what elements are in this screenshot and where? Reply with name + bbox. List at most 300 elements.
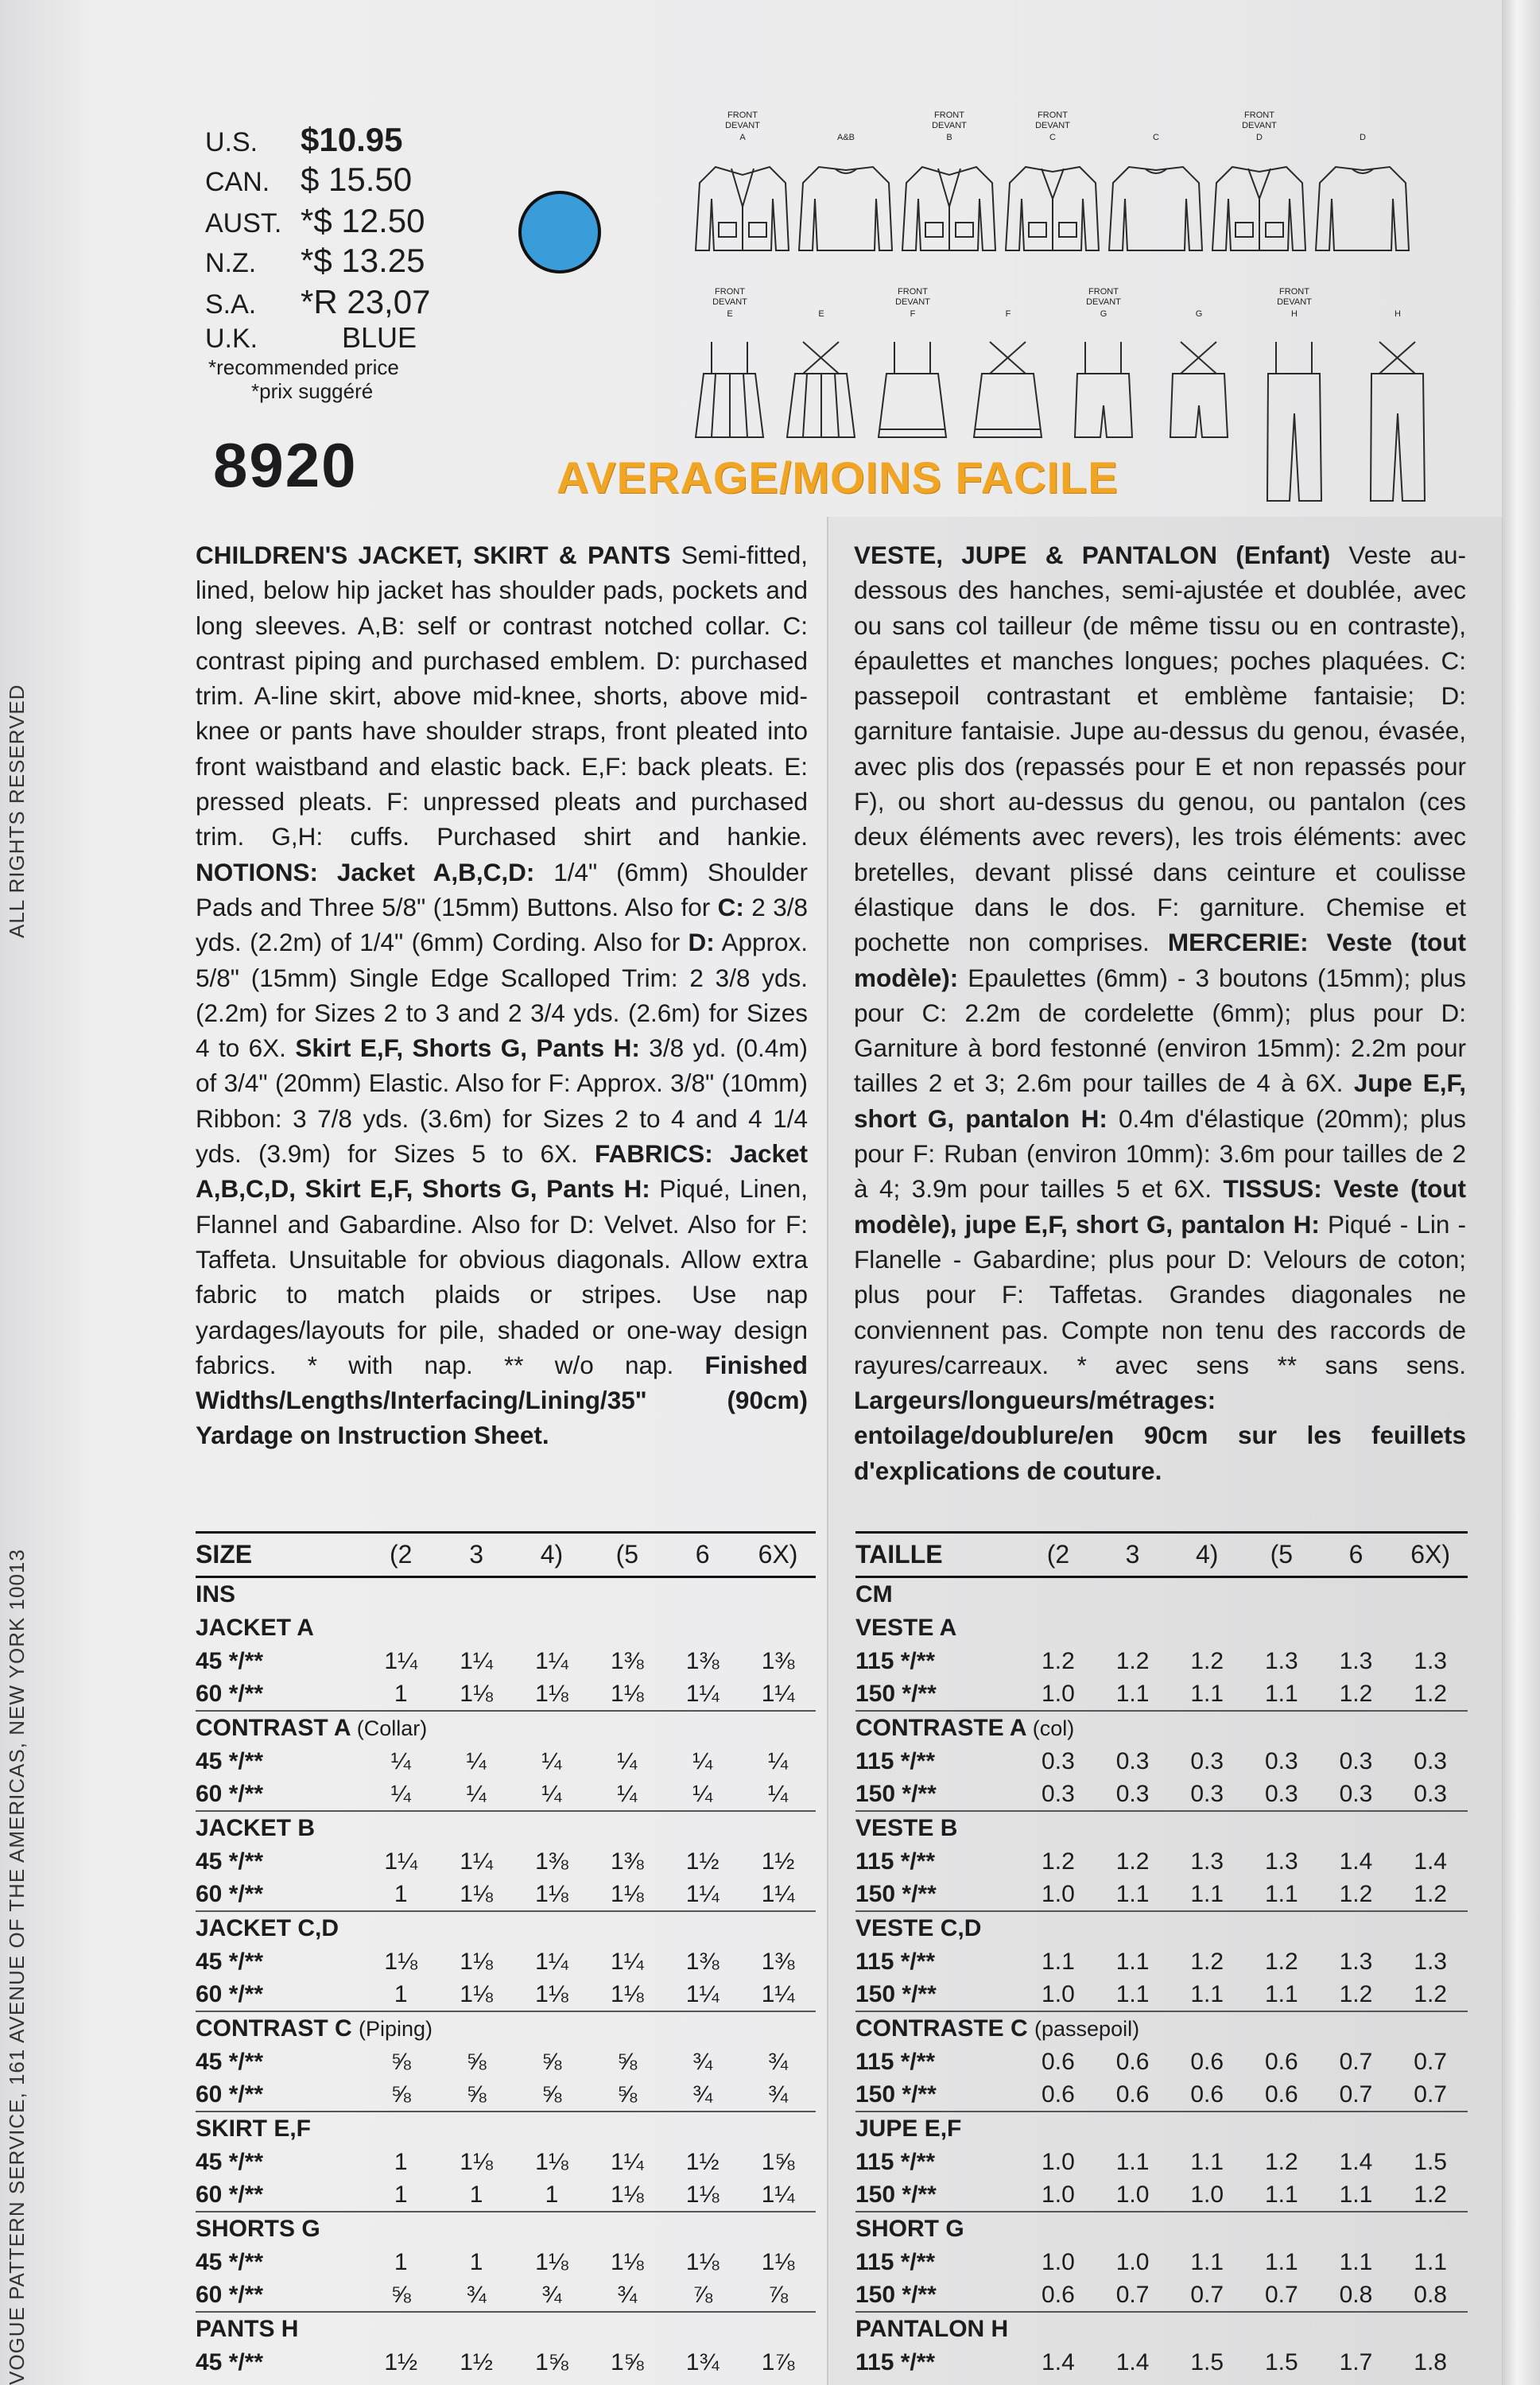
yardage-value: 1¼ bbox=[665, 1677, 740, 1711]
jupe-heading: Jupe E,F, short G, pantalon H: bbox=[854, 1068, 1466, 1133]
price-value: *$ 12.50 bbox=[301, 202, 425, 239]
group-title-row bbox=[855, 1811, 1468, 1845]
width-label: 115 */** bbox=[855, 1747, 936, 1774]
table-row bbox=[855, 1745, 1468, 1778]
front-label: FRONT bbox=[1038, 111, 1068, 120]
group-title bbox=[855, 2212, 1468, 2246]
yardage-value: 1¼ bbox=[460, 1848, 493, 1875]
description-english bbox=[196, 537, 808, 1453]
group-title bbox=[855, 2011, 1468, 2046]
yardage-value: 1.2 bbox=[1319, 1878, 1394, 1911]
yardage-value: 1.7 bbox=[1339, 2348, 1373, 2375]
yardage-value: 1⅛ bbox=[384, 1948, 418, 1975]
price-row bbox=[205, 242, 425, 280]
width-label: 150 */** bbox=[855, 1878, 1021, 1911]
size-column-header: (2 bbox=[1021, 1533, 1096, 1577]
yardage-value: 1 bbox=[439, 2178, 514, 2212]
yardage-value: 1.2 bbox=[1393, 1677, 1468, 1711]
yardage-value: 1.4 bbox=[1042, 2348, 1075, 2375]
yardage-value: 1.0 bbox=[1021, 1878, 1096, 1911]
yardage-value: 1.8 bbox=[1414, 2348, 1447, 2375]
skirt-f-back-sketch bbox=[974, 342, 1042, 437]
yardage-value: 1⅜ bbox=[685, 1647, 720, 1674]
yardage-value: 1.1 bbox=[1115, 1948, 1150, 1975]
yardage-value: ¼ bbox=[466, 1747, 487, 1774]
yardage-value: ⅝ bbox=[514, 2078, 590, 2112]
size-column-header: (5 bbox=[1244, 1533, 1319, 1577]
yardage-value: 1.3 bbox=[1190, 1848, 1224, 1875]
size-column-header: 3 bbox=[1096, 1533, 1170, 1577]
yardage-value: 1⅜ bbox=[535, 1848, 568, 1875]
group-title bbox=[196, 1611, 816, 1645]
width-label: 45 */** bbox=[196, 1948, 264, 1975]
yardage-value: 1.0 bbox=[1021, 2178, 1096, 2212]
table-row bbox=[855, 2178, 1468, 2212]
width-label: 115 */** bbox=[855, 2148, 936, 2175]
yardage-value: 0.3 bbox=[1190, 1747, 1224, 1774]
tissus-heading: TISSUS: Veste (tout modèle), jupe E,F, short G, pantalon H: bbox=[854, 1174, 1466, 1239]
yardage-value: 1½ bbox=[384, 2348, 418, 2375]
yardage-value: 1 bbox=[469, 2248, 483, 2275]
group-name: JUPE E,F bbox=[855, 2115, 962, 2142]
yardage-value: ⅝ bbox=[390, 2048, 411, 2075]
yardage-value: ⅝ bbox=[363, 2078, 439, 2112]
table-row bbox=[196, 2046, 816, 2078]
price-region: S.A. bbox=[205, 289, 257, 320]
price-note-en: *recommended price bbox=[208, 355, 399, 379]
table-row bbox=[196, 1878, 816, 1911]
width-label: 150 */** bbox=[855, 1978, 1021, 2011]
yardage-value: ⅝ bbox=[466, 2048, 487, 2075]
yardage-value: 1½ bbox=[460, 2348, 493, 2375]
yardage-value: 1⅛ bbox=[460, 2148, 493, 2175]
skirt-f-front-sketch bbox=[879, 342, 946, 437]
group-title bbox=[196, 2312, 816, 2346]
yardage-value: 1¼ bbox=[384, 1647, 418, 1674]
yardage-value: 1½ bbox=[761, 1848, 795, 1875]
size-column-header: 6 bbox=[1319, 1533, 1394, 1577]
width-label: 115 */** bbox=[855, 2048, 936, 2075]
yardage-value: 1⅜ bbox=[610, 1647, 644, 1674]
width-label: 115 */** bbox=[855, 1647, 936, 1674]
price-value: $10.95 bbox=[301, 121, 403, 158]
size-column-header: 6 bbox=[665, 1533, 740, 1577]
group-subtitle: (passepoil) bbox=[1034, 2017, 1140, 2041]
yardage-value: 0.3 bbox=[1170, 1778, 1244, 1811]
view-letter: D bbox=[1256, 133, 1263, 142]
yardage-value: 1⅛ bbox=[439, 1677, 514, 1711]
yardage-value: 0.6 bbox=[1264, 2048, 1298, 2075]
yardage-value: 1.2 bbox=[1393, 2178, 1468, 2212]
pants-h-front-sketch bbox=[1267, 342, 1321, 501]
group-title-row bbox=[855, 1911, 1468, 1945]
width-label: 45 */** bbox=[196, 2148, 264, 2175]
yardage-value: ⅝ bbox=[589, 2078, 665, 2112]
yardage-value: 0.6 bbox=[1115, 2048, 1150, 2075]
pants-h-back-sketch bbox=[1371, 342, 1425, 501]
yardage-value: ⅞ bbox=[665, 2278, 740, 2312]
yardage-value: 1 bbox=[363, 2178, 439, 2212]
group-name: VESTE A bbox=[855, 1615, 957, 1641]
table-row bbox=[196, 1945, 816, 1978]
yardage-value: 1.1 bbox=[1115, 2148, 1150, 2175]
size-column-header: (2 bbox=[363, 1533, 439, 1577]
desc-body: Epaulettes (6mm) - 3 boutons (15mm); plus pour C: 2.2m de cordelette (6mm); plus pour D: Garniture à bord festonné (environ 15mm): 2.2m pour tailles 2 et 3; 2.6m pour tailles de 4 à 6X. bbox=[854, 963, 1466, 1098]
yardage-value: 1.0 bbox=[1042, 2148, 1075, 2175]
yardage-value: 1.2 bbox=[1042, 1647, 1075, 1674]
size-header: TAILLE bbox=[855, 1533, 1021, 1577]
yardage-value: 0.3 bbox=[1339, 1747, 1373, 1774]
color-code-dot bbox=[518, 191, 601, 273]
yardage-value: 1¼ bbox=[610, 2148, 644, 2175]
shorts-g-front-sketch bbox=[1075, 342, 1132, 437]
yardage-value: 1.1 bbox=[1414, 2248, 1447, 2275]
yardage-value: 1⅛ bbox=[589, 2178, 665, 2212]
yardage-value: 0.3 bbox=[1414, 1747, 1447, 1774]
yardage-value: ¼ bbox=[692, 1747, 713, 1774]
group-name: PANTS H bbox=[196, 2316, 299, 2342]
group-title-row bbox=[196, 1911, 816, 1945]
yardage-value: 1.1 bbox=[1244, 1878, 1319, 1911]
yardage-value: 1.4 bbox=[1339, 2148, 1373, 2175]
yardage-value: 1⅛ bbox=[589, 1677, 665, 1711]
price-region: N.Z. bbox=[205, 248, 257, 278]
table-row bbox=[196, 1745, 816, 1778]
yardage-value: ⅝ bbox=[363, 2278, 439, 2312]
group-name: VESTE B bbox=[855, 1815, 958, 1841]
group-title-row bbox=[855, 2011, 1468, 2046]
table-row bbox=[855, 1778, 1468, 1811]
width-label: 150 */** bbox=[855, 2178, 1021, 2212]
size-column-header: 3 bbox=[439, 1533, 514, 1577]
yardage-value: ¾ bbox=[589, 2278, 665, 2312]
yardage-value: 1½ bbox=[685, 2148, 720, 2175]
yardage-value: ¼ bbox=[589, 1778, 665, 1811]
yardage-value: 1.3 bbox=[1264, 1848, 1298, 1875]
front-label: DEVANT bbox=[1035, 121, 1070, 130]
yardage-value: 1.1 bbox=[1170, 1878, 1244, 1911]
yardage-value: 0.3 bbox=[1264, 1747, 1298, 1774]
table-row bbox=[196, 1778, 816, 1811]
width-label: 150 */** bbox=[855, 2278, 1021, 2312]
table-row bbox=[196, 2146, 816, 2178]
group-title bbox=[196, 2212, 816, 2246]
yardage-value: ¾ bbox=[665, 2078, 740, 2112]
yardage-value: ¼ bbox=[768, 1747, 789, 1774]
width-label: 115 */** bbox=[855, 1848, 936, 1875]
price-row bbox=[205, 202, 425, 240]
jacket-d-back-sketch bbox=[1316, 167, 1409, 250]
shorts-g-back-sketch bbox=[1170, 342, 1228, 437]
difficulty-label: AVERAGE/MOINS FACILE bbox=[557, 452, 1119, 502]
desc-body: Semi-fitted, lined, below hip jacket has shoulder pads, pockets and long sleeves. A,B: self or contrast notched collar. C: contrast piping and purchased emblem. D: purchased trim. A-line skirt, above mid-knee, shorts, above mid-knee or pants have shoulder straps, front pleated into front waistband and elastic back. E,F: back pleats. E: pressed pleats. F: unpressed pleats and purchased trim. G,H: cuffs. Purchased shirt and hankie. bbox=[196, 541, 808, 851]
front-label: DEVANT bbox=[1242, 121, 1277, 130]
yardage-value: ¾ bbox=[740, 2078, 816, 2112]
view-letter: C bbox=[1153, 133, 1159, 142]
yardage-value: 1⅛ bbox=[685, 2248, 720, 2275]
width-label: 60 */** bbox=[196, 1978, 363, 2011]
notions-heading: NOTIONS: Jacket A,B,C,D: bbox=[196, 857, 535, 886]
view-letter: D bbox=[1360, 133, 1366, 142]
table-row bbox=[855, 1845, 1468, 1878]
width-label: 150 */** bbox=[855, 2078, 1021, 2112]
yardage-value: 1.2 bbox=[1190, 1948, 1224, 1975]
price-region: CAN. bbox=[205, 167, 270, 197]
yardage-value: 0.6 bbox=[1021, 2078, 1096, 2112]
yardage-value: 1¼ bbox=[740, 1978, 816, 2011]
yardage-value: 1.1 bbox=[1264, 2248, 1298, 2275]
group-title-row bbox=[196, 1611, 816, 1645]
yardage-value: 1¼ bbox=[535, 1948, 568, 1975]
yardage-value: ¼ bbox=[514, 1778, 590, 1811]
price-row bbox=[205, 121, 402, 159]
yardage-value: 0.7 bbox=[1393, 2078, 1468, 2112]
table-row bbox=[855, 2078, 1468, 2112]
width-label: 45 */** bbox=[196, 1647, 264, 1674]
yardage-value: 1.5 bbox=[1264, 2348, 1298, 2375]
unit-label: INS bbox=[196, 1581, 236, 1607]
yardage-value: 1¼ bbox=[665, 1878, 740, 1911]
yardage-value: 1⅛ bbox=[439, 1978, 514, 2011]
front-label: DEVANT bbox=[1277, 297, 1312, 307]
closing-heading: Finished Widths/Lengths/Interfacing/Lining/35" (90cm) Yardage on Instruction Sheet. bbox=[196, 1350, 808, 1450]
group-title-row bbox=[196, 2312, 816, 2346]
yardage-value: 1.1 bbox=[1190, 2148, 1224, 2175]
front-label: DEVANT bbox=[1086, 297, 1121, 307]
yardage-value: 1.3 bbox=[1264, 1647, 1298, 1674]
price-region: U.S. bbox=[205, 127, 258, 157]
table-row bbox=[855, 2246, 1468, 2278]
yardage-value: 1.2 bbox=[1264, 1948, 1298, 1975]
yardage-value: ¼ bbox=[541, 1747, 562, 1774]
jacket-c-back-sketch bbox=[1109, 167, 1202, 250]
yardage-value: 1⅜ bbox=[761, 1647, 795, 1674]
yardage-value: 1¾ bbox=[685, 2348, 720, 2375]
view-letter: E bbox=[818, 309, 824, 319]
desc-body: Piqué, Linen, Flannel and Gabardine. Also for D: Velvet. Also for F: Taffeta. Unsuitable for obvious diagonals. Allow extra fabric to match plaids or stripes. Use nap yardages/layouts for pile, shaded or one-way design fabrics. * with nap. ** w/o nap. bbox=[196, 1174, 808, 1379]
yardage-value: ¼ bbox=[617, 1747, 638, 1774]
yardage-value: 1.0 bbox=[1021, 1978, 1096, 2011]
view-letter: F bbox=[910, 309, 916, 319]
yardage-value: 1¼ bbox=[740, 1878, 816, 1911]
rights-notice: ALL RIGHTS RESERVED bbox=[5, 684, 29, 938]
skirt-e-front-sketch bbox=[696, 342, 763, 437]
yardage-value: 0.6 bbox=[1244, 2078, 1319, 2112]
group-title bbox=[855, 2112, 1468, 2146]
yardage-value: 1⅛ bbox=[665, 2178, 740, 2212]
yardage-value: 1.0 bbox=[1170, 2178, 1244, 2212]
view-letter: C bbox=[1049, 133, 1056, 142]
yardage-value: 0.8 bbox=[1319, 2278, 1394, 2312]
table-row bbox=[196, 2278, 816, 2312]
yardage-value: 1.3 bbox=[1414, 1948, 1447, 1975]
view-letter: H bbox=[1291, 309, 1298, 319]
yardage-value: 1.2 bbox=[1319, 1978, 1394, 2011]
table-header-row bbox=[855, 1533, 1468, 1577]
yardage-value: 1⅜ bbox=[685, 1948, 720, 1975]
desc-title: CHILDREN'S JACKET, SKIRT & PANTS bbox=[196, 541, 671, 569]
group-name: JACKET A bbox=[196, 1615, 314, 1641]
group-title bbox=[855, 2312, 1468, 2346]
table-row bbox=[196, 2346, 816, 2379]
group-subtitle: (col) bbox=[1032, 1716, 1075, 1740]
front-label: FRONT bbox=[1244, 111, 1274, 120]
yardage-value: ⅝ bbox=[541, 2048, 562, 2075]
yardage-value: ⅝ bbox=[439, 2078, 514, 2112]
price-value: *R 23,07 bbox=[301, 283, 431, 320]
price-region: AUST. bbox=[205, 208, 282, 238]
table-row bbox=[196, 2178, 816, 2212]
yardage-value: 0.3 bbox=[1319, 1778, 1394, 1811]
width-label: 115 */** bbox=[855, 2248, 936, 2275]
yardage-value: 1 bbox=[394, 2248, 408, 2275]
size-header: SIZE bbox=[196, 1533, 363, 1577]
group-title bbox=[855, 1811, 1468, 1845]
desc-body: Piqué - Lin - Flanelle - Gabardine; plus pour D: Velours de coton; plus pour F: Taffetas. Grandes diagonales ne conviennent pas. Compte non tenu des raccords de rayures/carreaux. * avec sens ** sans sens. bbox=[854, 1209, 1466, 1379]
group-title-row bbox=[855, 2312, 1468, 2346]
group-name: VESTE C,D bbox=[855, 1915, 982, 1941]
group-name: CONTRASTE A bbox=[855, 1715, 1026, 1741]
front-label: FRONT bbox=[934, 111, 964, 120]
yardage-value: 1⅝ bbox=[761, 2148, 795, 2175]
yardage-value: 0.8 bbox=[1393, 2278, 1468, 2312]
width-label: 150 */** bbox=[855, 1677, 1021, 1711]
desc-body: 1/4" (6mm) Shoulder Pads and Three 5/8" (15mm) Buttons. Also for bbox=[196, 857, 808, 921]
table-row bbox=[855, 1945, 1468, 1978]
yardage-value: 1⅛ bbox=[514, 1978, 590, 2011]
yardage-value: 1.2 bbox=[1393, 1878, 1468, 1911]
price-row bbox=[205, 283, 430, 321]
yardage-value: 0.3 bbox=[1244, 1778, 1319, 1811]
yardage-value: 0.7 bbox=[1339, 2048, 1373, 2075]
table-row bbox=[855, 1978, 1468, 2011]
front-label: DEVANT bbox=[932, 121, 967, 130]
yardage-value: 1.5 bbox=[1414, 2148, 1447, 2175]
yardage-value: 1.4 bbox=[1115, 2348, 1150, 2375]
garment-sketches bbox=[676, 103, 1471, 517]
yardage-value: ⅞ bbox=[740, 2278, 816, 2312]
skirt-e-back-sketch bbox=[787, 342, 855, 437]
desc-body: Approx. 5/8" (15mm) Single Edge Scalloped Trim: 2 3/8 yds. (2.2m) for Sizes 2 to 3 and 2 3/4 yds. (2.6m) for Sizes 4 to 6X. bbox=[196, 928, 808, 1063]
group-title bbox=[196, 2112, 816, 2146]
front-label: FRONT bbox=[1088, 287, 1119, 297]
view-letter: H bbox=[1395, 309, 1401, 319]
jacket-a-front-sketch bbox=[696, 167, 789, 250]
yardage-value: 1.4 bbox=[1339, 1848, 1373, 1875]
size-column-header: (5 bbox=[589, 1533, 665, 1577]
yardage-value: 0.6 bbox=[1042, 2048, 1075, 2075]
table-row bbox=[196, 1677, 816, 1711]
yardage-table-french bbox=[855, 1531, 1468, 2379]
yardage-value: 1¼ bbox=[384, 1848, 418, 1875]
view-letter: E bbox=[727, 309, 733, 319]
group-title-row bbox=[196, 2011, 816, 2046]
table-row bbox=[855, 2346, 1468, 2379]
group-title bbox=[196, 1811, 816, 1845]
yardage-value: 1⅛ bbox=[589, 1978, 665, 2011]
width-label: 115 */** bbox=[855, 2348, 936, 2375]
yardage-value: 1.2 bbox=[1190, 1647, 1224, 1674]
unit-row bbox=[196, 1577, 816, 1612]
yardage-value: 1⅜ bbox=[761, 1948, 795, 1975]
price-note-fr: *prix suggéré bbox=[251, 379, 374, 403]
yardage-value: 0.6 bbox=[1190, 2048, 1224, 2075]
group-name: PANTALON H bbox=[855, 2316, 1009, 2342]
side-publisher-text bbox=[5, 0, 37, 2385]
yardage-value: ¼ bbox=[439, 1778, 514, 1811]
group-title-row bbox=[855, 2212, 1468, 2246]
closing-heading: Largeurs/longueurs/métrages: entoilage/doublure/en 90cm sur les feuillets d'explications de couture. bbox=[854, 1386, 1466, 1485]
yardage-table-english bbox=[196, 1531, 816, 2379]
table-row bbox=[855, 2046, 1468, 2078]
yardage-value: ¼ bbox=[390, 1747, 411, 1774]
yardage-value: ⅝ bbox=[617, 2048, 638, 2075]
yardage-value: 0.7 bbox=[1170, 2278, 1244, 2312]
yardage-value: 1¼ bbox=[610, 1948, 644, 1975]
width-label: 45 */** bbox=[196, 2248, 264, 2275]
yardage-value: ¾ bbox=[768, 2048, 789, 2075]
table-row bbox=[196, 1645, 816, 1677]
desc-body: 2 3/8 yds. (2.2m) of 1/4" (6mm) Cording. Also for bbox=[196, 892, 809, 957]
front-label: FRONT bbox=[1279, 287, 1309, 297]
yardage-value: 1.1 bbox=[1319, 2178, 1394, 2212]
yardage-value: 1.1 bbox=[1244, 2178, 1319, 2212]
yardage-value: 0.3 bbox=[1393, 1778, 1468, 1811]
desc-body: Veste au-dessous des hanches, semi-ajustée et doublée, avec ou sans col tailleur (de même tissu ou en contraste), épaulettes et manches longues; poches plaquées. C: passepoil contrastant et emblème fantaisie; D: garniture fantaisie. Jupe au-dessus du genou, évasée, avec plis dos (repassés pour E et non repassés pour F), ou short au-dessus du genou, ou pantalon (ces deux éléments avec revers), les trois éléments: avec bretelles, devant plissé dans ceinture et coulisse élastique dans le dos. F: garniture. Chemise et pochette non comprises. bbox=[854, 541, 1466, 957]
price-value: *$ 13.25 bbox=[301, 242, 425, 279]
yardage-value: 1⅛ bbox=[589, 1878, 665, 1911]
width-label: 150 */** bbox=[855, 1778, 1021, 1811]
group-title-row bbox=[196, 2212, 816, 2246]
group-name: SKIRT E,F bbox=[196, 2115, 312, 2142]
yardage-value: 1⅜ bbox=[610, 1848, 644, 1875]
yardage-value: 1.1 bbox=[1244, 1978, 1319, 2011]
yardage-value: 1.5 bbox=[1190, 2348, 1224, 2375]
group-title-row bbox=[196, 2112, 816, 2146]
table-row bbox=[196, 1978, 816, 2011]
yardage-value: 1⅛ bbox=[514, 1677, 590, 1711]
jacket-c-front-sketch bbox=[1006, 167, 1099, 250]
yardage-value: 0.6 bbox=[1021, 2278, 1096, 2312]
width-label: 60 */** bbox=[196, 1778, 363, 1811]
yardage-value: 1.2 bbox=[1115, 1848, 1150, 1875]
view-letter: A&B bbox=[836, 133, 855, 142]
desc-body: 3/8 yd. (0.4m) of 3/4" (20mm) Elastic. Also for F: Approx. 3/8" (10mm) Ribbon: 3 7/8 yds. (3.6m) for Sizes 2 to 4 and 4 1/4 yds. (3.9m) for Sizes 5 to 6X. bbox=[196, 1034, 808, 1169]
jacket-ab-back-sketch bbox=[799, 167, 892, 250]
publisher-address: VOGUE PATTERN SERVICE, 161 AVENUE OF THE AMERICAS, NEW YORK 10013 bbox=[5, 1549, 29, 2385]
yardage-value: 0.3 bbox=[1042, 1747, 1075, 1774]
yardage-value: 1¼ bbox=[460, 1647, 493, 1674]
yardage-value: 1⅛ bbox=[460, 1948, 493, 1975]
table-row bbox=[855, 2146, 1468, 2178]
width-label: 60 */** bbox=[196, 1677, 363, 1711]
group-name: CONTRASTE C bbox=[855, 2015, 1028, 2042]
front-label: DEVANT bbox=[725, 121, 760, 130]
group-name: SHORT G bbox=[855, 2216, 964, 2242]
table-row bbox=[855, 1878, 1468, 1911]
yardage-value: 1.1 bbox=[1244, 1677, 1319, 1711]
group-title bbox=[196, 2011, 816, 2046]
pattern-number: 8920 bbox=[213, 430, 358, 500]
yardage-value: 1⅞ bbox=[761, 2348, 795, 2375]
size-column-header: 6X) bbox=[740, 1533, 816, 1577]
view-letter: A bbox=[739, 133, 746, 142]
unit-row bbox=[855, 1577, 1468, 1612]
front-label: FRONT bbox=[715, 287, 745, 297]
yardage-value: 0.3 bbox=[1115, 1747, 1150, 1774]
price-row bbox=[205, 161, 412, 199]
skirt-heading: Skirt E,F, Shorts G, Pants H: bbox=[295, 1034, 640, 1063]
